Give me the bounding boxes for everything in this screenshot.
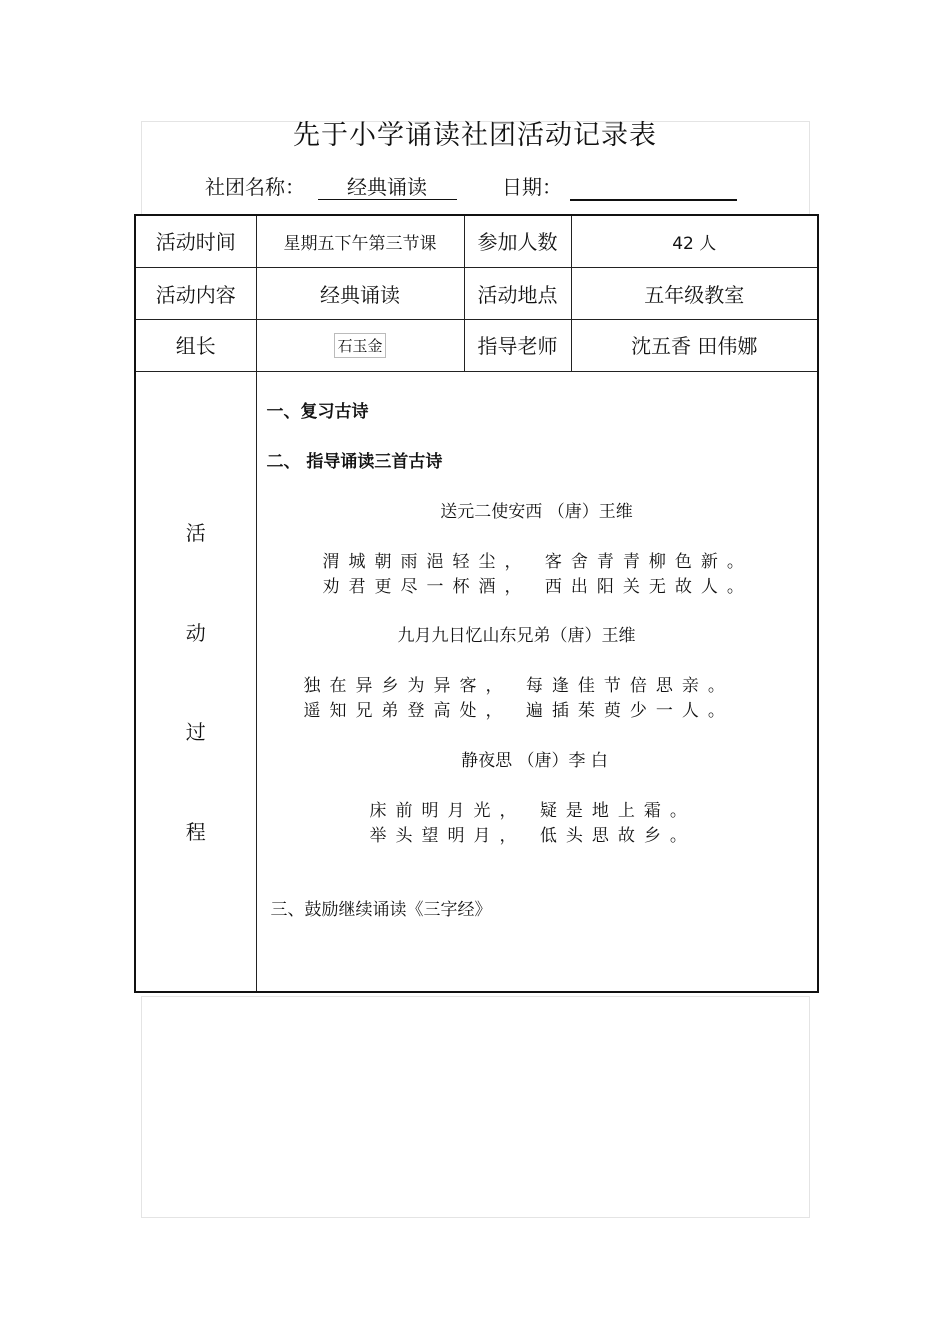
activity-record-table (134, 214, 819, 993)
poem-1-line-2: 劝君更尽一杯酒， 西出阳关无故人。 (322, 576, 753, 597)
process-label-char-4: 程 (185, 819, 206, 844)
activity-time-value: 星期五下午第三节课 (256, 215, 464, 267)
process-item-review: 一、复习古诗 (266, 401, 369, 422)
activity-content-value: 经典诵读 (256, 267, 464, 319)
participants-label: 参加人数 (464, 215, 571, 267)
process-label-char-1: 活 (185, 520, 206, 545)
poem-3-line-2: 举头望明月， 低头思故乡。 (369, 825, 696, 846)
group-leader-value: 石玉金 (334, 333, 385, 358)
table-row-time (135, 215, 818, 267)
club-name-underline (318, 199, 457, 200)
poem-3-title: 静夜思 （唐）李 白 (461, 750, 608, 771)
frame-bottom-line (141, 1217, 810, 1218)
instructor-label: 指导老师 (464, 319, 571, 371)
activity-process-label (135, 371, 256, 992)
table-row-process (135, 371, 818, 992)
poem-1-line-1: 渭城朝雨浥轻尘， 客舍青青柳色新。 (322, 551, 753, 572)
frame-right-line-lower (809, 996, 810, 1218)
table-row-content (135, 267, 818, 319)
participants-value: 42 人 (571, 215, 818, 267)
activity-process-content (256, 371, 818, 992)
process-item-encourage: 三、鼓励继续诵读《三字经》 (270, 899, 492, 920)
document-title: 先于小学诵读社团活动记录表 (293, 120, 657, 151)
table-row-leader (135, 319, 818, 371)
date-underline (570, 199, 737, 201)
poem-2-title: 九月九日忆山东兄弟（唐）王维 (397, 625, 636, 646)
activity-time-label: 活动时间 (135, 215, 256, 267)
date-label: 日期： (502, 175, 562, 199)
process-item-guide: 二、 指导诵读三首古诗 (266, 451, 443, 472)
activity-content-label: 活动内容 (135, 267, 256, 319)
instructor-value: 沈五香 田伟娜 (571, 319, 818, 371)
club-name-value: 经典诵读 (347, 175, 427, 199)
club-name-label: 社团名称： (205, 175, 305, 199)
activity-location-value: 五年级教室 (571, 267, 818, 319)
poem-1-title: 送元二使安西 （唐）王维 (440, 501, 633, 522)
frame-left-line-lower (141, 996, 142, 1218)
activity-location-label: 活动地点 (464, 267, 571, 319)
process-label-char-2: 动 (185, 620, 206, 645)
frame-mid-line (141, 996, 810, 997)
group-leader-cell (256, 319, 464, 371)
group-leader-label: 组长 (135, 319, 256, 371)
poem-3-line-1: 床前明月光， 疑是地上霜。 (369, 800, 696, 821)
poem-2-line-1: 独在异乡为异客， 每逢佳节倍思亲。 (303, 675, 734, 696)
poem-2-line-2: 遥知兄弟登高处， 遍插茱萸少一人。 (303, 700, 734, 721)
process-label-char-3: 过 (185, 719, 206, 744)
